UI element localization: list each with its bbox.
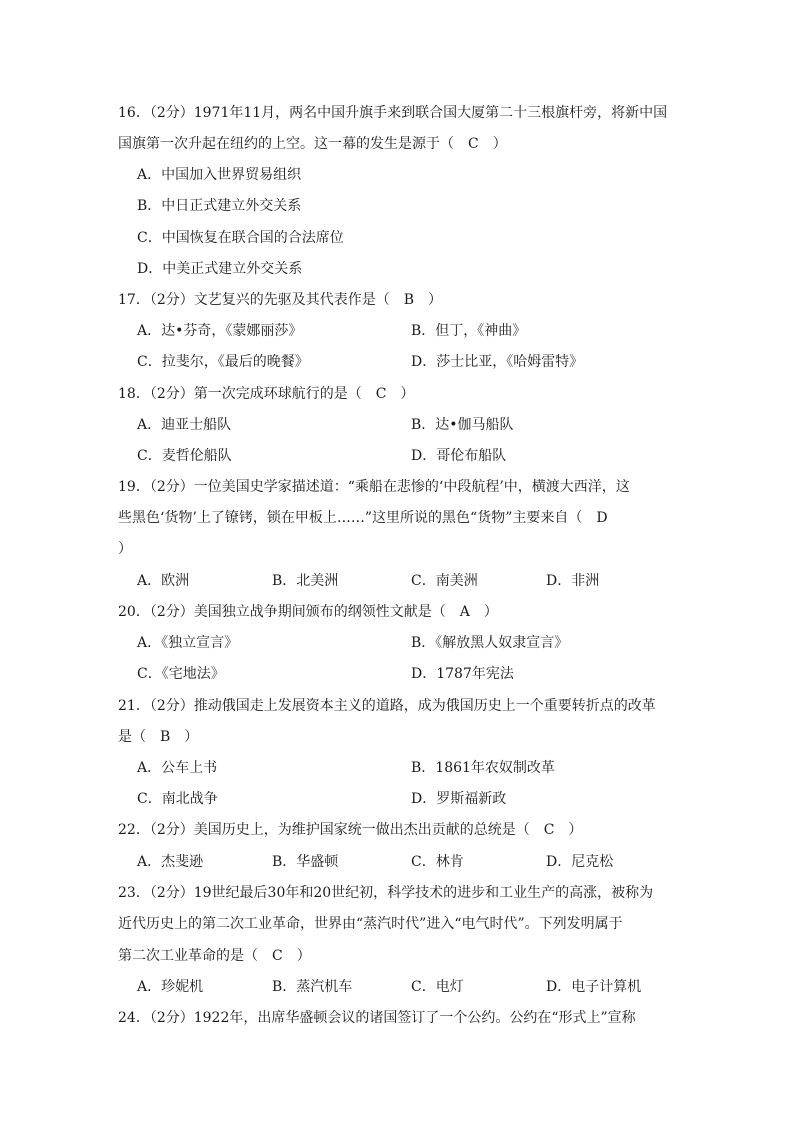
q18-stem-line-1: 18．（2分）第一次完成环球航行的是（ C ）: [118, 386, 415, 402]
q21-option-c: C．南北战争: [137, 791, 218, 807]
q18-option-c: C．麦哲伦船队: [137, 448, 232, 464]
q22-stem-line-1: 22．（2分）美国历史上，为维护国家统一做出杰出贡献的总统是（ C ）: [118, 822, 583, 838]
q20-option-c: C．《宅地法》: [137, 666, 225, 682]
q22-option-a: A．杰斐逊: [137, 854, 204, 870]
q23-option-b: B．蒸汽机车: [272, 979, 353, 995]
q23-option-c: C．电灯: [411, 979, 464, 995]
q23-option-d: D．电子计算机: [546, 979, 642, 995]
q16-option-a: A．中国加入世界贸易组织: [137, 167, 302, 183]
q19-stem-line-3: ）: [118, 541, 132, 557]
q20-option-d: D．1787年宪法: [411, 666, 514, 682]
q16-option-b: B．中日正式建立外交关系: [137, 198, 302, 214]
q19-option-c: C．南美洲: [411, 573, 478, 589]
q23-option-a: A．珍妮机: [137, 979, 204, 995]
q16-stem-line-1: 16．（2分）1971年11月，两名中国升旗手来到联合国大厦第二十三根旗杆旁，将新中国: [118, 105, 668, 121]
q19-stem-line-2: 些黑色‘货物’上了镣铐，锁在甲板上……”这里所说的黑色“货物”主要来自（ D: [118, 510, 608, 526]
q17-option-c: C．拉斐尔，《最后的晚餐》: [137, 354, 309, 370]
q17-option-d: D．莎士比亚，《哈姆雷特》: [411, 354, 584, 370]
q23-stem-line-1: 23．（2分）19世纪最后30年和20世纪初，科学技术的进步和工业生产的高涨，被称为: [118, 885, 654, 901]
q23-stem-line-2: 近代历史上的第二次工业革命，世界由“蒸汽时代”进入“电气时代”。下列发明属于: [118, 916, 623, 932]
q22-option-b: B．华盛顿: [272, 854, 339, 870]
q22-option-c: C．林肯: [411, 854, 464, 870]
q22-option-d: D．尼克松: [546, 854, 614, 870]
q21-option-d: D．罗斯福新政: [411, 791, 507, 807]
q18-option-b: B．达•伽马船队: [411, 417, 514, 433]
q17-option-a: A．达•芬奇，《蒙娜丽莎》: [137, 323, 303, 339]
q19-option-d: D．非洲: [546, 573, 600, 589]
q20-stem-line-1: 20．（2分）美国独立战争期间颁布的纲领性文献是（ A ）: [118, 604, 498, 620]
q17-option-b: B．但丁，《神曲》: [411, 323, 527, 339]
q21-option-a: A．公车上书: [137, 760, 218, 776]
q18-option-d: D．哥伦布船队: [411, 448, 507, 464]
q16-option-c: C．中国恢复在联合国的合法席位: [137, 230, 344, 246]
q21-stem-line-2: 是（ B ）: [118, 729, 199, 745]
q21-option-b: B．1861年农奴制改革: [411, 760, 555, 776]
q17-stem-line-1: 17．（2分）文艺复兴的先驱及其代表作是（ B ）: [118, 292, 443, 308]
q16-stem-line-2: 国旗第一次升起在纽约的上空。这一幕的发生是源于（ C ）: [118, 136, 507, 152]
q21-stem-line-1: 21．（2分）推动俄国走上发展资本主义的道路，成为俄国历史上一个重要转折点的改革: [118, 698, 656, 714]
q19-stem-line-1: 19．（2分）一位美国史学家描述道：“乘船在悲惨的‘中段航程’中，横渡大西洋，这: [118, 479, 630, 495]
q23-stem-line-3: 第二次工业革命的是（ C ）: [118, 948, 311, 964]
q20-option-b: B．《解放黑人奴隶宣言》: [411, 635, 569, 651]
q20-option-a: A．《独立宣言》: [137, 635, 239, 651]
q18-option-a: A．迪亚士船队: [137, 417, 232, 433]
q16-option-d: D．中美正式建立外交关系: [137, 261, 303, 277]
q19-option-b: B．北美洲: [272, 573, 339, 589]
q19-option-a: A．欧洲: [137, 573, 190, 589]
q24-stem-line-1: 24．（2分）1922年，出席华盛顿会议的诸国签订了一个公约。公约在“形式上”宣称: [118, 1010, 636, 1026]
